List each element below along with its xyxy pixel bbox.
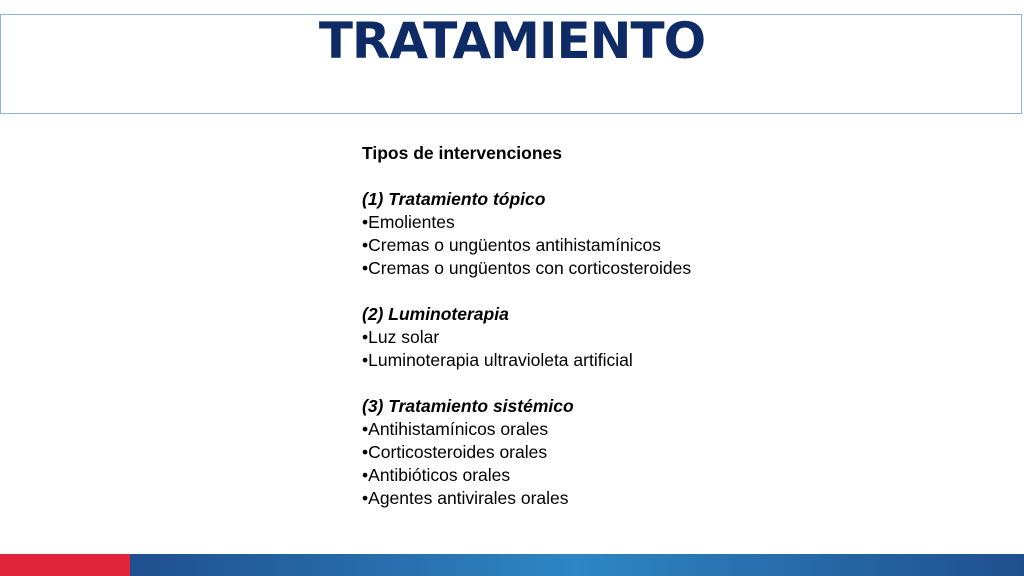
- section-phototherapy: [362, 303, 922, 372]
- section-topical: [362, 188, 922, 280]
- list-item: • Cremas o ungüentos con corticosteroides: [362, 257, 922, 280]
- list-item: • Antihistamínicos orales: [362, 418, 922, 441]
- list-item: • Emolientes: [362, 211, 922, 234]
- content-block: [362, 142, 922, 510]
- list-item: • Luz solar: [362, 326, 922, 349]
- footer-bar-red: [0, 554, 130, 576]
- footer-bar-blue: [130, 554, 1024, 576]
- list-item: • Cremas o ungüentos antihistamínicos: [362, 234, 922, 257]
- list-item: • Luminoterapia ultravioleta artificial: [362, 349, 922, 372]
- footer-bar: [0, 554, 1024, 576]
- section-systemic: [362, 395, 922, 510]
- section-title: (3) Tratamiento sistémico: [362, 396, 574, 416]
- list-item: • Corticosteroides orales: [362, 441, 922, 464]
- list-item: • Antibióticos orales: [362, 464, 922, 487]
- section-title: (1) Tratamiento tópico: [362, 189, 546, 209]
- section-title: (2) Luminoterapia: [362, 304, 509, 324]
- list-item: • Agentes antivirales orales: [362, 487, 922, 510]
- slide-title: TRATAMIENTO: [318, 12, 706, 70]
- content-heading: Tipos de intervenciones: [362, 143, 563, 163]
